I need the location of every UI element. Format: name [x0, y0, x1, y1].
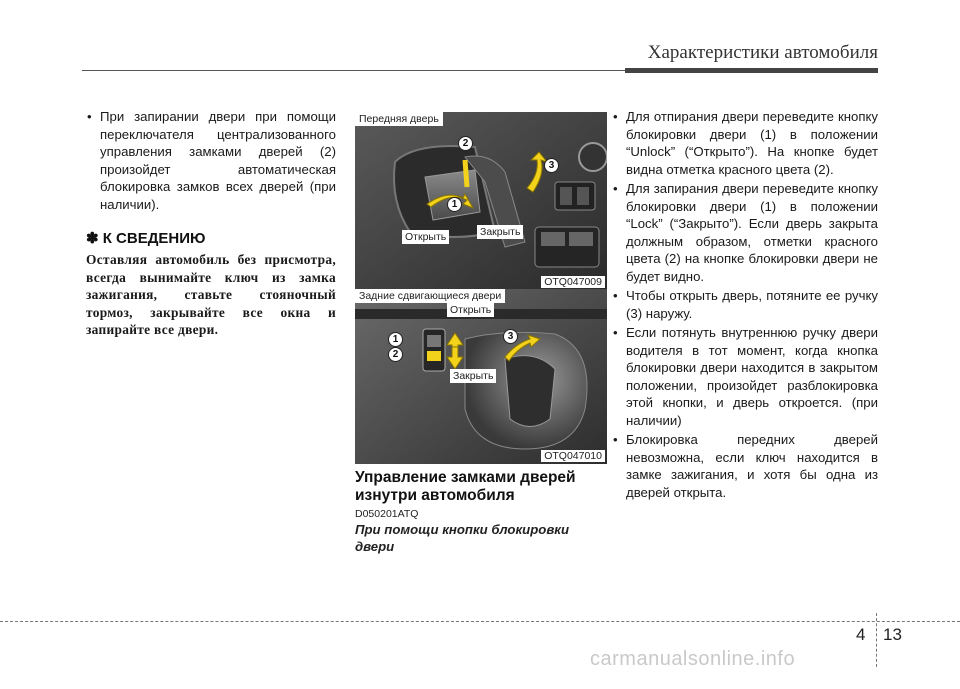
front-num-3: 3 [544, 158, 559, 173]
left-column [86, 108, 336, 339]
footer-divider [876, 613, 878, 667]
bullet-driver-handle: • Если потянуть внутреннюю ручку двери водителя в тот момент, когда кнопка блокировки двери находится в закрытом положении, произойдет разблокировка этой кнопки, и дверь откроется. (при наличии) [612, 324, 878, 429]
front-door-label: Передняя дверь [355, 112, 443, 126]
front-num-1: 1 [447, 197, 462, 212]
footer-rule [0, 621, 960, 622]
header-title: Характеристики автомобиля [647, 42, 878, 63]
front-figure-code: OTQ047009 [541, 276, 605, 288]
bullet-unlock: • Для отпирания двери переведите кнопку блокировки двери (1) в положении “Unlock” (“Открыто”). На кнопке будет видна отметка красного цвета (2). [612, 108, 878, 178]
note-heading: ✽ К СВЕДЕНИЮ [86, 230, 206, 247]
rear-door-label: Задние сдвигающиеся двери [355, 289, 505, 303]
rear-callout-close: Закрыть [450, 369, 496, 383]
rear-num-1: 1 [388, 332, 403, 347]
figure-rear-door [355, 289, 607, 464]
right-bullets [612, 108, 878, 501]
section-code: D050201ATQ [355, 508, 419, 520]
note-text: Оставляя автомобиль без присмотра, всегда вынимайте ключ из замка зажигания, ставьте стояночный тормоз, закрывайте все окна и запирайте все двери. [86, 252, 336, 337]
bullet-key-ignition: • Блокировка передних дверей невозможна, если ключ находится в замке зажигания, и хотя бы одна из дверей открыта. [612, 431, 878, 501]
bullet-lock: • Для запирания двери переведите кнопку блокировки двери (1) в положении “Lock” (“Закрыто”). Если дверь закрыта должным образом, отметки красного цвета (2) на кнопке блокировки двери не будет видно. [612, 180, 878, 285]
chapter-number: 4 [856, 625, 866, 644]
section-subtitle: При помощи кнопки блокировки двери [355, 522, 570, 554]
section-title: Управление замками дверей изнутри автомобиля [355, 469, 576, 504]
header-rule-accent [625, 68, 878, 73]
bullet-central-lock: • При запирании двери при помощи переключателя централизованного управления замками дверей (2) произойдет автоматическая блокировка замков всех дверей (при наличии). [86, 108, 336, 213]
figure-front-door [355, 112, 607, 290]
front-num-2: 2 [458, 136, 473, 151]
watermark: carmanualsonline.info [590, 648, 796, 670]
rear-num-3: 3 [503, 329, 518, 344]
rear-callout-open: Открыть [447, 303, 494, 317]
front-door-illustration [355, 112, 607, 290]
bullet-open-door: • Чтобы открыть дверь, потяните ее ручку (3) наружу. [612, 287, 878, 322]
rear-figure-code: OTQ047010 [541, 450, 605, 462]
left-bullets [86, 108, 336, 213]
rear-num-2: 2 [388, 347, 403, 362]
front-callout-open: Открыть [402, 230, 449, 244]
front-callout-close: Закрыть [477, 225, 523, 239]
page-number: 13 [883, 625, 902, 644]
right-column [612, 108, 878, 503]
